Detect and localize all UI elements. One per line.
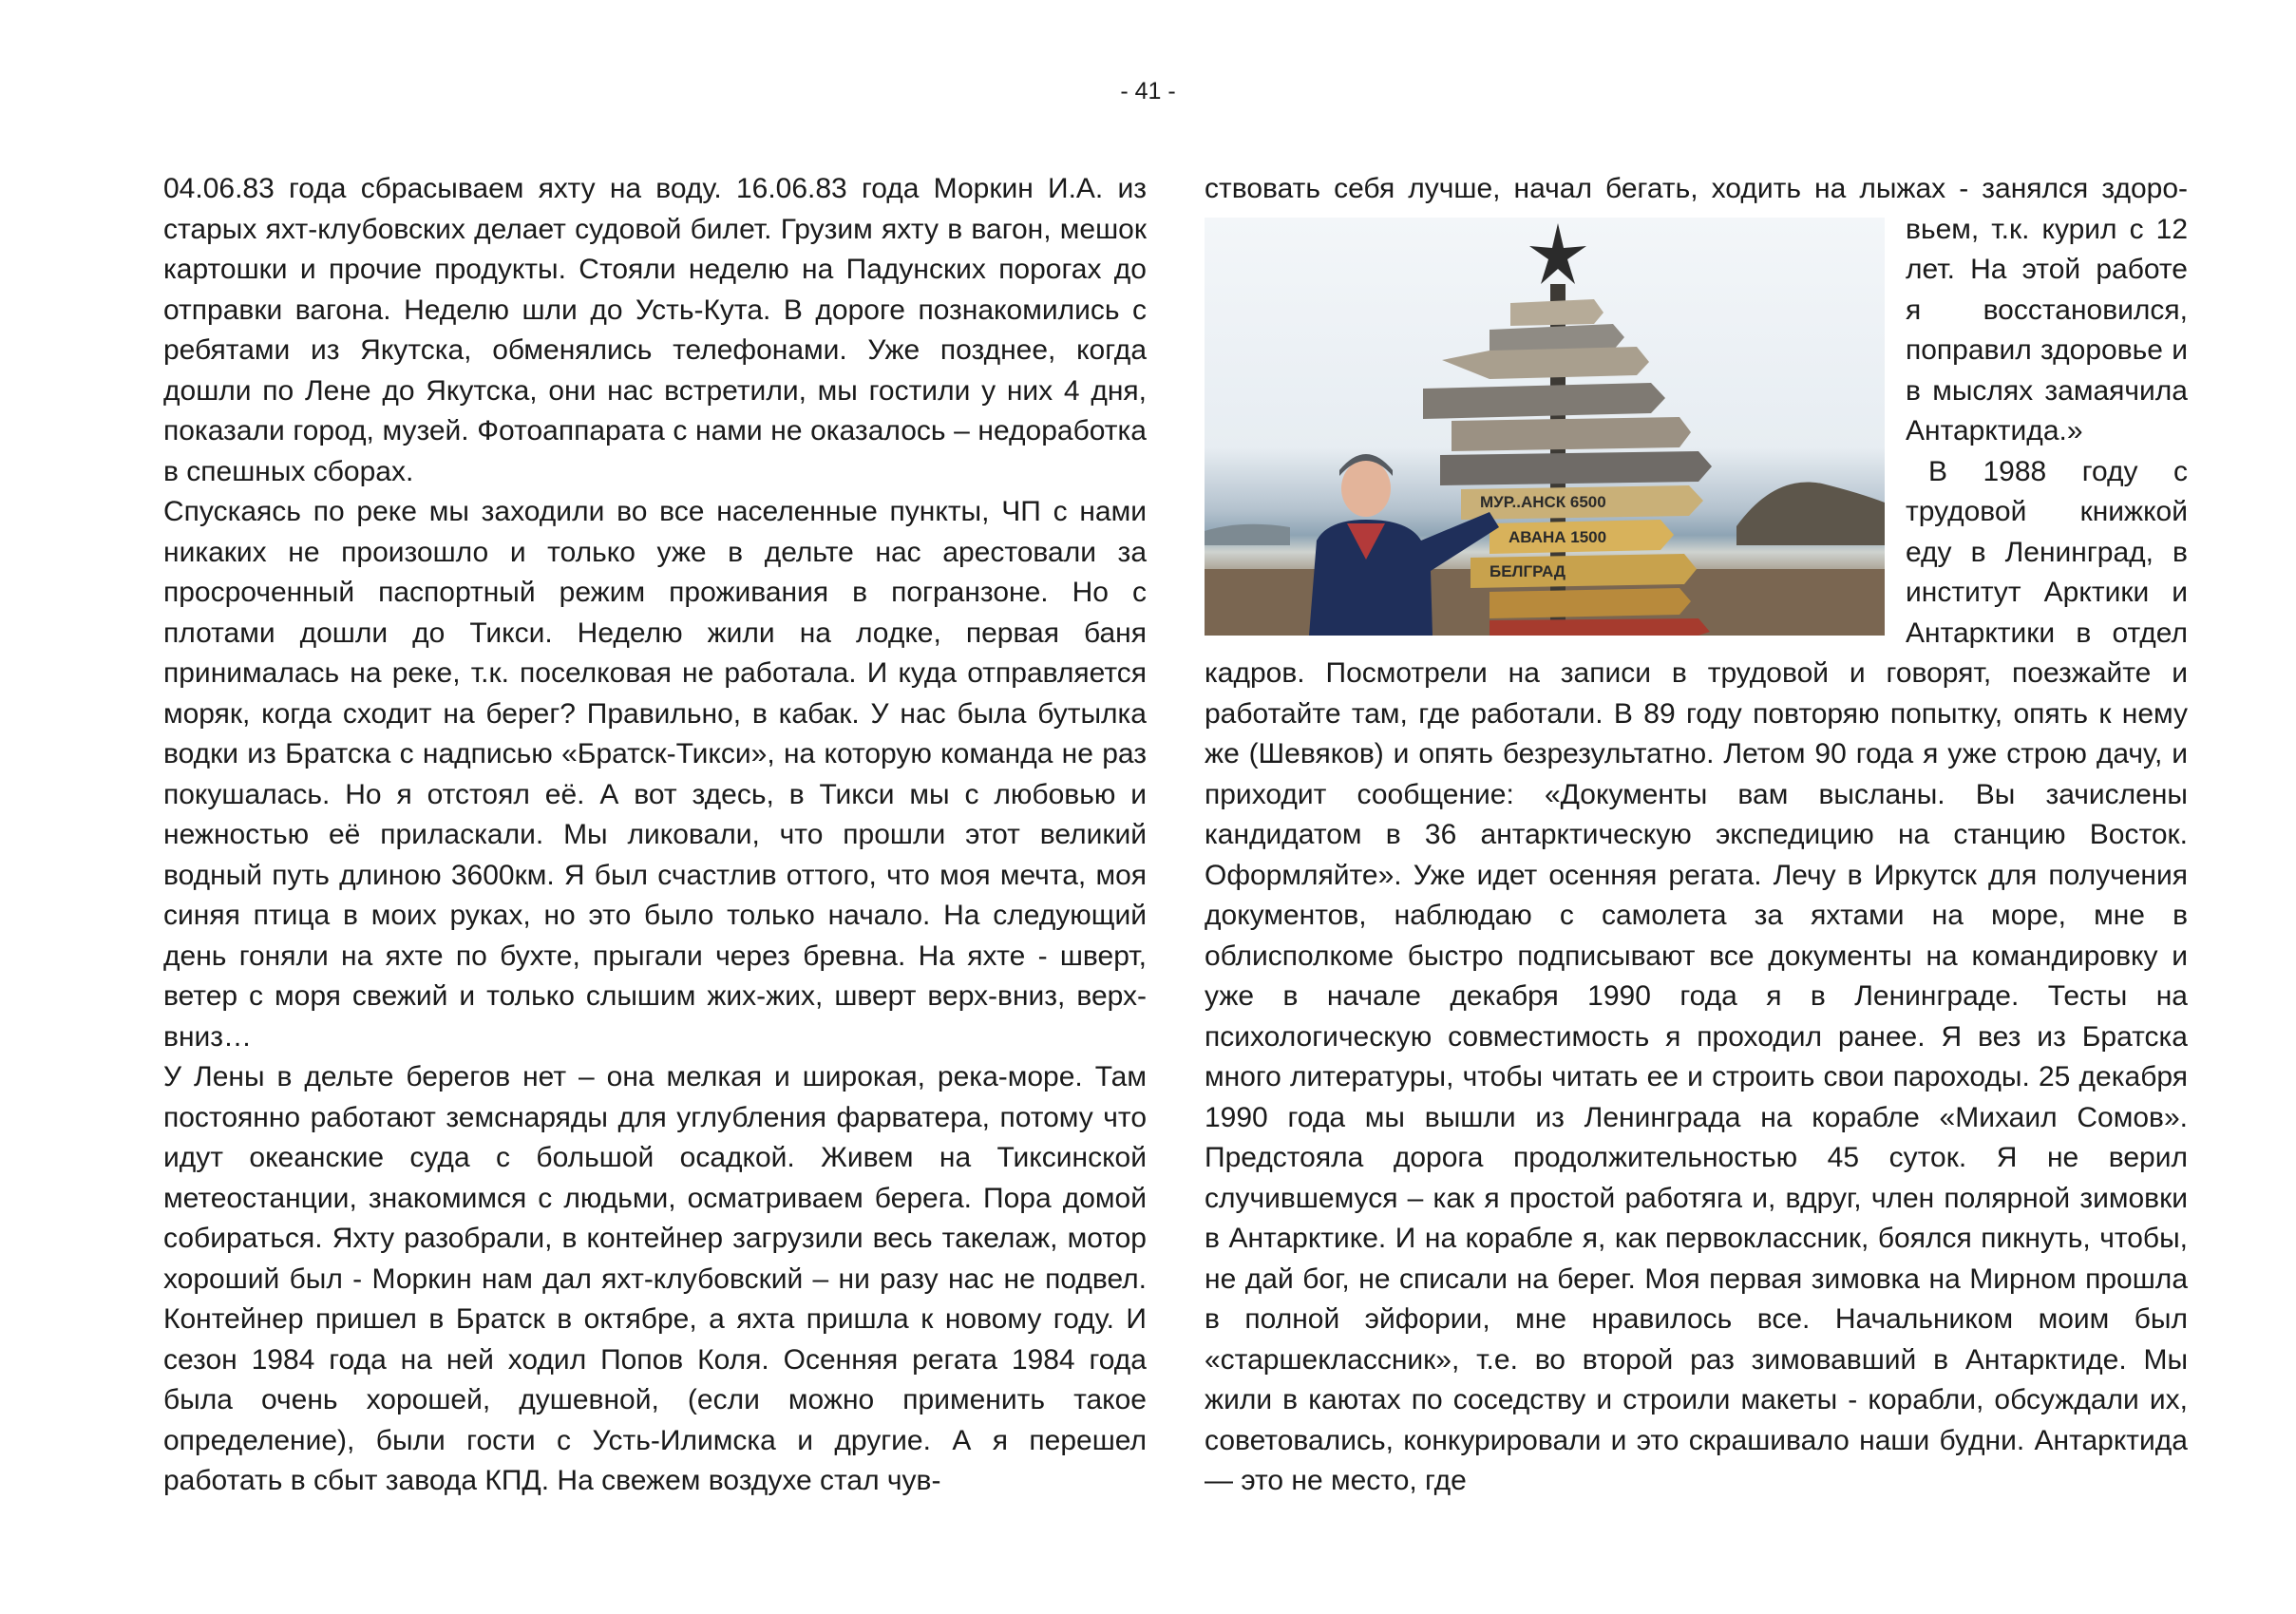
paragraph-continuation: ствовать себя лучше, начал бегать, ходить на лыжах - занялся здоро- — [1205, 173, 2188, 204]
right-column — [1205, 169, 2188, 1502]
sign-label: МУР..АНСК 6500 — [1480, 492, 1606, 511]
page-number: - 41 - — [1120, 78, 1176, 104]
paragraph: Спускаясь по реке мы заходили во все населенные пункты, ЧП с нами никаких не произошло и только уже в дельте нас арестовали за просроченный паспортный режим проживания в погранзоне. Но с плотами дошли до Тикси. Неделю жили на лодке, первая баня принималась на реке, т.к. поселковая не работала. И куда отправляется моряк, когда сходит на берег? Правильно, в кабак. У нас была бутылка водки из Братска с надписью «Братск-Тикси», на которую команда не раз покушалась. Но я отстоял её. А вот здесь, в Тикси мы с любовью и нежностью её приласкали. Мы ликовали, что прошли этот великий водный путь длиною 3600км. Я был счастлив оттого, что моя мечта, моя синяя птица в моих руках, но это было только начало. На следующий день гоняли на яхте по бухте, прыгали через бревна. На яхте - шверт, ветер с моря свежий и только слышим жих-жих, шверт верх-вниз, верх-вниз… — [163, 496, 1147, 1053]
left-column — [163, 169, 1147, 1502]
paragraph: В 1988 году с трудовой книжкой еду в Ленинград, в институт Арктики и Антарктики в отдел кадров. Посмотрели на записи в трудовой и говорят, поезжайте и работайте там, где работали. В 89 году повторяю попытку, опять к нему же (Шевяков) и опять безрезультатно. Летом 90 года я уже строю дачу, и приходит сообщение: «Документы вам высланы. Вы зачислены кандидатом в 36 антарктическую экспедицию на станцию Восток. Оформляйте». Уже идет осенняя регата. Лечу в Иркутск для получения документов, наблюдаю с самолета за яхтами на море, мне в облисполкоме быстро подписывают все документы на командировку и уже в начале декабря 1990 года я в Ленинграде. Тесты на психологическую совместимость я проходил ранее. Я вез из Братска много литературы, чтобы читать ее и строить свои пароходы. 25 декабря 1990 года мы вышли из Ленинграда на корабле «Михаил Сомов». Предстояла дорога продолжительностью 45 суток. Я не верил случившемуся – как я простой работяга и, вдруг, член полярной зимовки в Антарктике. И на корабле я, как первоклассник, боялся пикнуть, чтобы, не дай бог, не списали на берег. Моя первая зимовка на Мирном прошла в полной эйфории, мне нравилось все. Начальником моим был «старшеклассник», т.е. во второй раз зимовавший в Антарктиде. Мы жили в каютах по соседству и строили макеты - корабли, обсуждали их, советовались, конкурировали и это скрашивало наши будни. Антарктида — это не место, где — [1205, 455, 2188, 1496]
paragraph-wrapped: вьем, т.к. курил с 12 лет. На этой работе я восстановился, поправил здоровье и в мыслях замаячила Антарктида.» — [1906, 213, 2188, 446]
paragraph: 04.06.83 года сбрасываем яхту на воду. 16.06.83 года Моркин И.А. из старых яхт-клубовских делает судовой билет. Грузим яхту в вагон, мешок картошки и прочие продукты. Стояли неделю на Падунских порогах до отправки вагона. Неделю шли до Усть-Кута. В дороге познакомились с ребятами из Якутска, обменялись телефонами. Уже позднее, когда дошли по Лене до Якутска, они нас встретили, мы гостили у них 4 дня, показали город, музей. Фотоаппарата с нами не оказалось – недоработка в спешных сборах. — [163, 173, 1147, 487]
signpost-illustration — [1205, 218, 1885, 636]
paragraph: У Лены в дельте берегов нет – она мелкая и широкая, река-море. Там постоянно работают земснаряды для углубления фарватера, потому что идут океанские суда с большой осадкой. Живем на Тиксинской метеостанции, знакомимся с людьми, осматриваем берега. Пора домой собираться. Яхту разобрали, в контейнер загрузили весь такелаж, мотор хороший был - Моркин нам дал яхт-клубовский – ни разу нас не подвел. Контейнер пришел в Братск в октябре, а яхта пришла к новому году. И сезон 1984 года на ней ходил Попов Коля. Осенняя регата 1984 года была очень хорошей, душевной, (если можно применить такое определение), были гости с Усть-Илимска и другие. А я перешел работать в сбыт завода КПД. На свежем воздухе стал чув- — [163, 1061, 1147, 1496]
sign-label: БЕЛГРАД — [1490, 561, 1565, 580]
signpost-photo — [1205, 218, 1885, 636]
sign-label: АВАНА 1500 — [1509, 527, 1607, 546]
